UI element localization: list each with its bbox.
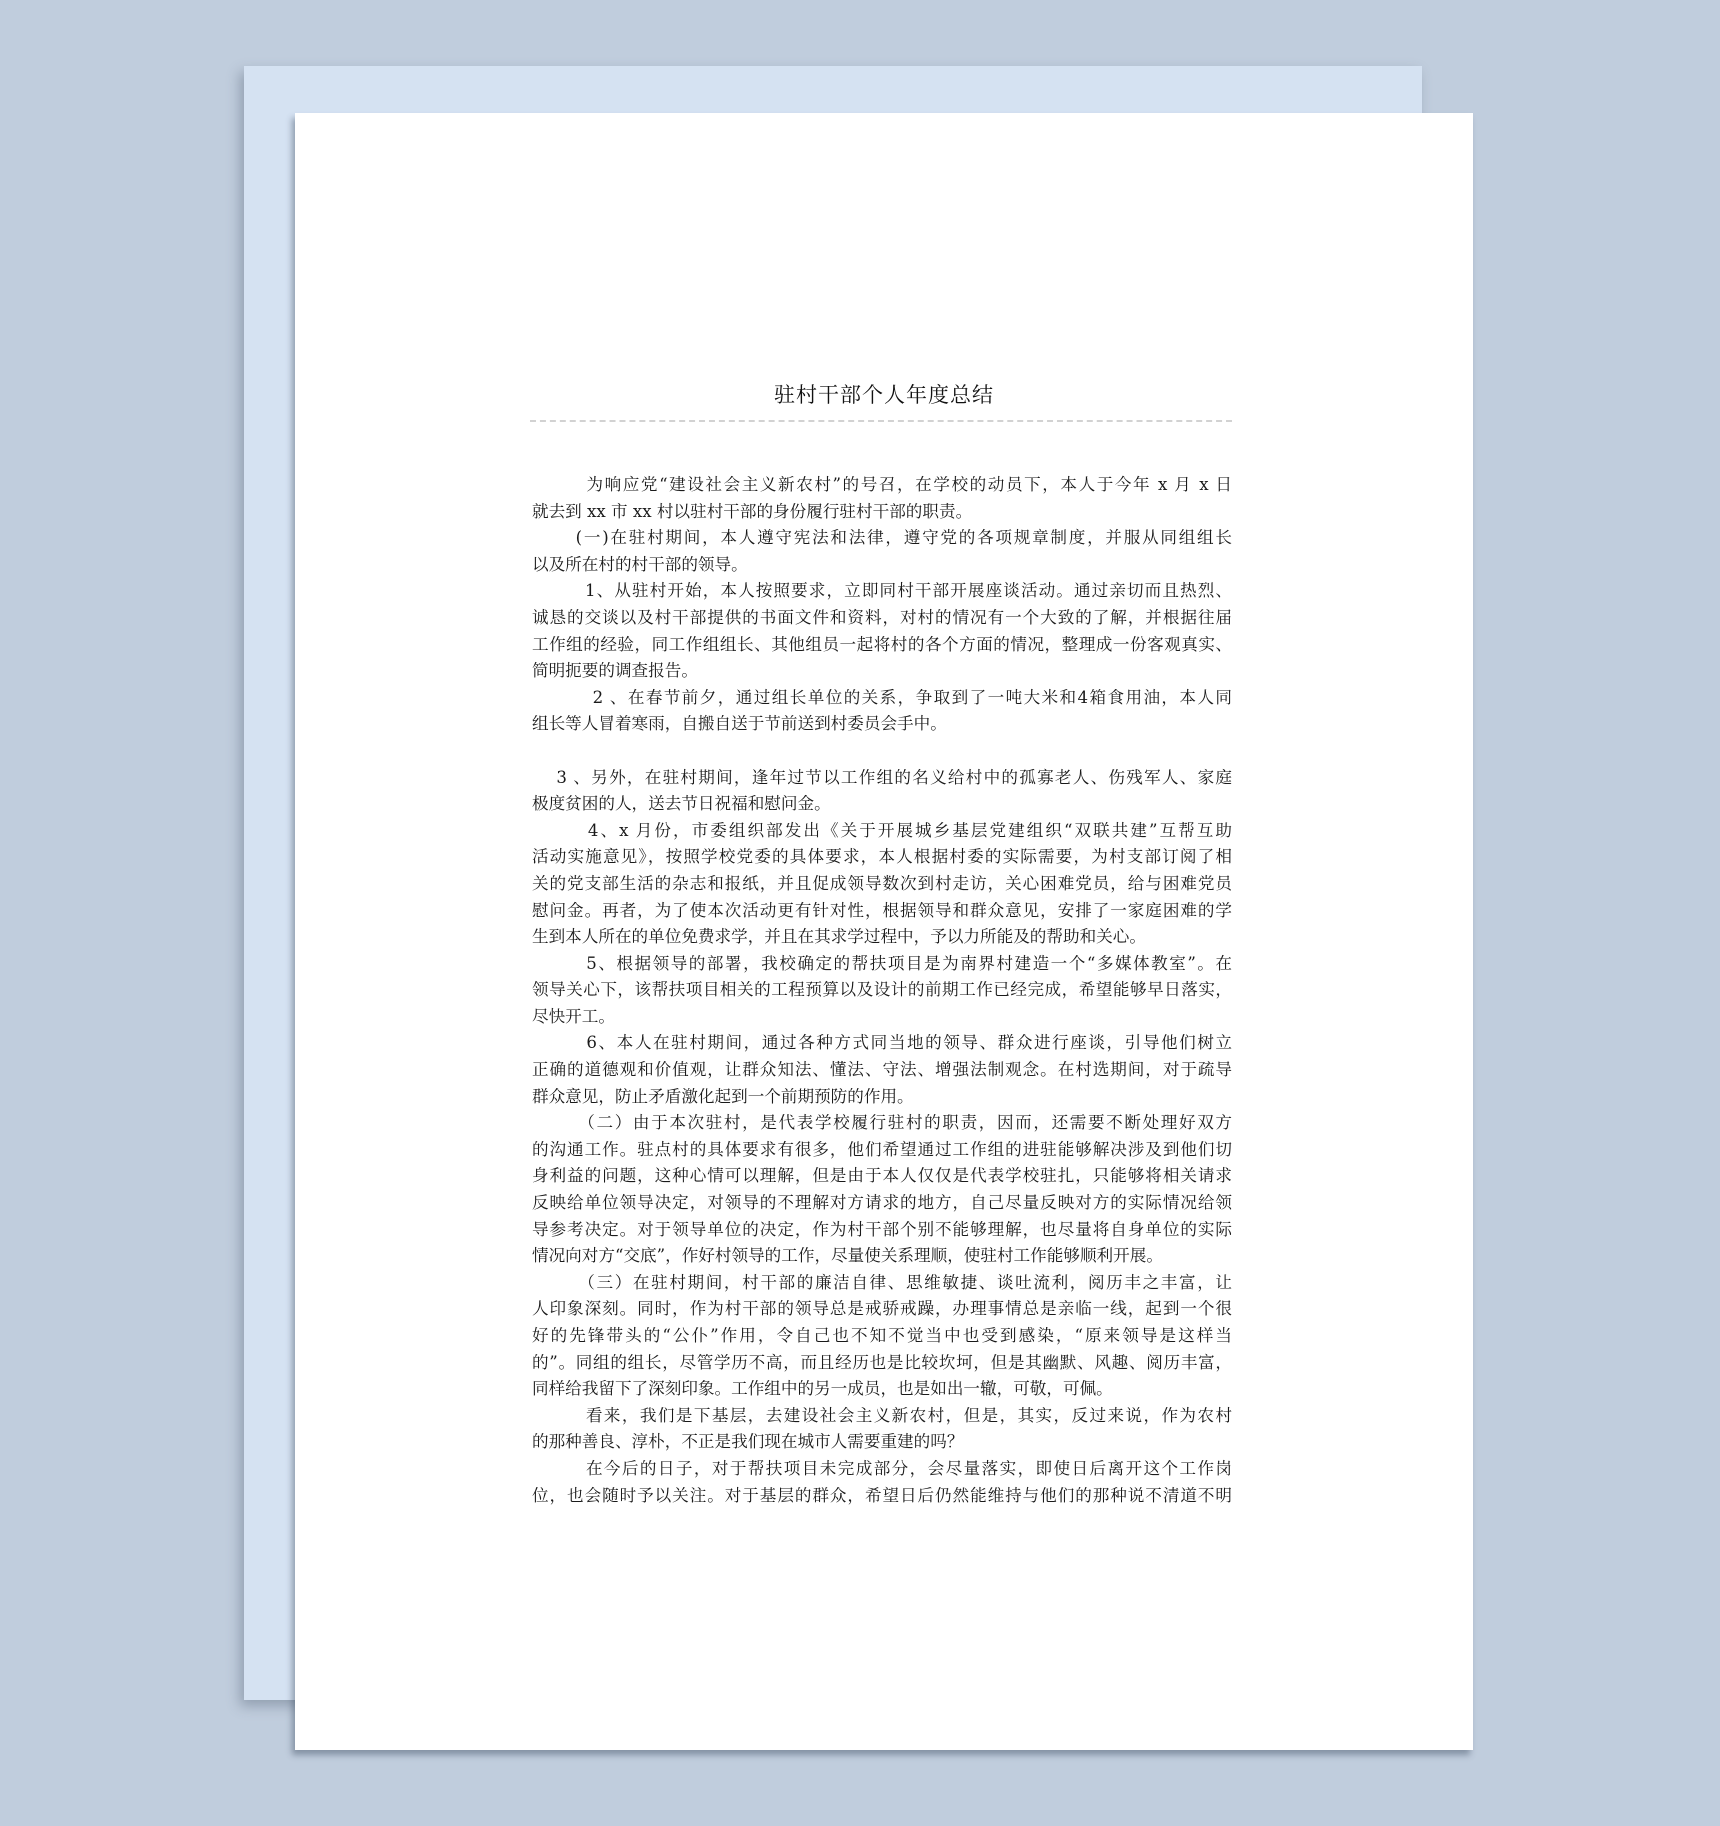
- body-text-line: 以及所在村的村干部的领导。: [532, 554, 748, 574]
- body-text-line: 诚恳的交谈以及村干部提供的书面文件和资料，对村的情况有一个大致的了解，并根据往届: [532, 607, 1232, 627]
- body-text-line: 好的先锋带头的“公仆”作用，令自己也不知不觉当中也受到感染，“原来领导是这样当: [532, 1326, 1232, 1345]
- body-text-line: 生到本人所在的单位免费求学，并且在其求学过程中，予以力所能及的帮助和关心。: [532, 927, 1146, 947]
- body-text-line: 活动实施意见》，按照学校党委的具体要求，本人根据村委的实际需要，为村支部订阅了相: [532, 847, 1232, 867]
- body-text-line: 导参考决定。对于领导单位的决定，作为村干部个别不能够理解，也尽量将自身单位的实际: [532, 1219, 1232, 1239]
- body-text-line: 5、根据领导的部署，我校确定的帮扶项目是为南界村建造一个“多媒体教室”。在: [532, 953, 1232, 973]
- body-text-line: 看来，我们是下基层，去建设社会主义新农村，但是，其实，反过来说，作为农村: [532, 1405, 1232, 1425]
- body-text-line: 身利益的问题，这种心情可以理解，但是由于本人仅仅是代表学校驻扎，只能够将相关请求: [532, 1166, 1232, 1186]
- body-text-line: 领导关心下，该帮扶项目相关的工程预算以及设计的前期工作已经完成，希望能够早日落实，: [532, 980, 1232, 1000]
- body-text-line: 正确的道德观和价值观，让群众知法、懂法、守法、增强法制观念。在村选期间，对于疏导: [532, 1060, 1232, 1080]
- body-text-line: 为响应党“建设社会主义新农村”的号召，在学校的动员下，本人于今年 x 月 x 日: [532, 475, 1232, 494]
- body-text-line: 在今后的日子，对于帮扶项目未完成部分，会尽量落实，即使日后离开这个工作岗: [532, 1458, 1232, 1478]
- body-text-line: 的沟通工作。驻点村的具体要求有很多，他们希望通过工作组的进驻能够解决涉及到他们切: [532, 1139, 1232, 1159]
- body-text-line: (一)在驻村期间，本人遵守宪法和法律，遵守党的各项规章制度，并服从同组组长: [532, 528, 1232, 548]
- body-text-line: （三）在驻村期间，村干部的廉洁自律、思维敏捷、谈吐流利，阅历丰之丰富，让: [532, 1272, 1232, 1292]
- body-text-line: 关的党支部生活的杂志和报纸，并且促成领导数次到村走访，关心困难党员，给与困难党员: [532, 873, 1232, 893]
- body-text-line: 2 、在春节前夕，通过组长单位的关系，争取到了一吨大米和4箱食用油，本人同: [532, 687, 1232, 707]
- body-text-line: 人印象深刻。同时，作为村干部的领导总是戒骄戒躁，办理事情总是亲临一线，起到一个很: [532, 1299, 1232, 1319]
- body-text-line: 就去到 xx 市 xx 村以驻村干部的身份履行驻村干部的职责。: [532, 501, 973, 521]
- body-text-line: 的”。同组的组长，尽管学历不高，而且经历也是比较坎坷，但是其幽默、风趣、阅历丰富，: [532, 1352, 1232, 1372]
- body-text-line: 的那种善良、淳朴，不正是我们现在城市人需要重建的吗？: [532, 1432, 964, 1452]
- document-body: [532, 472, 1232, 1509]
- blank-line: [532, 738, 1232, 765]
- body-text-line: 6、本人在驻村期间，通过各种方式同当地的领导、群众进行座谈，引导他们树立: [532, 1033, 1232, 1053]
- body-text-line: 尽快开工。: [532, 1006, 615, 1026]
- body-text-line: 3 、另外，在驻村期间，逢年过节以工作组的名义给村中的孤寡老人、伤残军人、家庭: [532, 767, 1232, 787]
- body-text-line: 1、从驻村开始，本人按照要求，立即同村干部开展座谈活动。通过亲切而且热烈、: [532, 581, 1232, 601]
- body-text-line: （二）由于本次驻村，是代表学校履行驻村的职责，因而，还需要不断处理好双方: [532, 1113, 1232, 1133]
- body-text-line: 组长等人冒着寒雨，自搬自送于节前送到村委员会手中。: [532, 714, 947, 734]
- document-title: 驻村干部个人年度总结: [774, 383, 994, 407]
- body-text-line: 位，也会随时予以关注。对于基层的群众，希望日后仍然能维持与他们的那种说不清道不明: [532, 1485, 1232, 1505]
- body-text-line: 慰问金。再者，为了使本次活动更有针对性，根据领导和群众意见，安排了一家庭困难的学: [532, 900, 1232, 920]
- body-text-line: 同样给我留下了深刻印象。工作组中的另一成员，也是如出一辙，可敬，可佩。: [532, 1379, 1113, 1399]
- body-text-line: 群众意见，防止矛盾激化起到一个前期预防的作用。: [532, 1086, 914, 1106]
- body-text-line: 工作组的经验，同工作组组长、其他组员一起将村的各个方面的情况，整理成一份客观真实、: [532, 634, 1232, 654]
- body-text-line: 情况向对方“交底”，作好村领导的工作，尽量使关系理顺，使驻村工作能够顺利开展。: [532, 1246, 1163, 1266]
- body-text-line: 反映给单位领导决定，对领导的不理解对方请求的地方，自己尽量反映对方的实际情况给领: [532, 1193, 1232, 1213]
- title-dashed-divider: [530, 420, 1232, 422]
- body-text-line: 4、x 月份，市委组织部发出《关于开展城乡基层党建组织“双联共建”互帮互助: [532, 820, 1232, 840]
- body-text-line: 极度贫困的人，送去节日祝福和慰问金。: [532, 794, 831, 814]
- body-text-line: 简明扼要的调查报告。: [532, 661, 698, 681]
- document-page: [295, 113, 1473, 1750]
